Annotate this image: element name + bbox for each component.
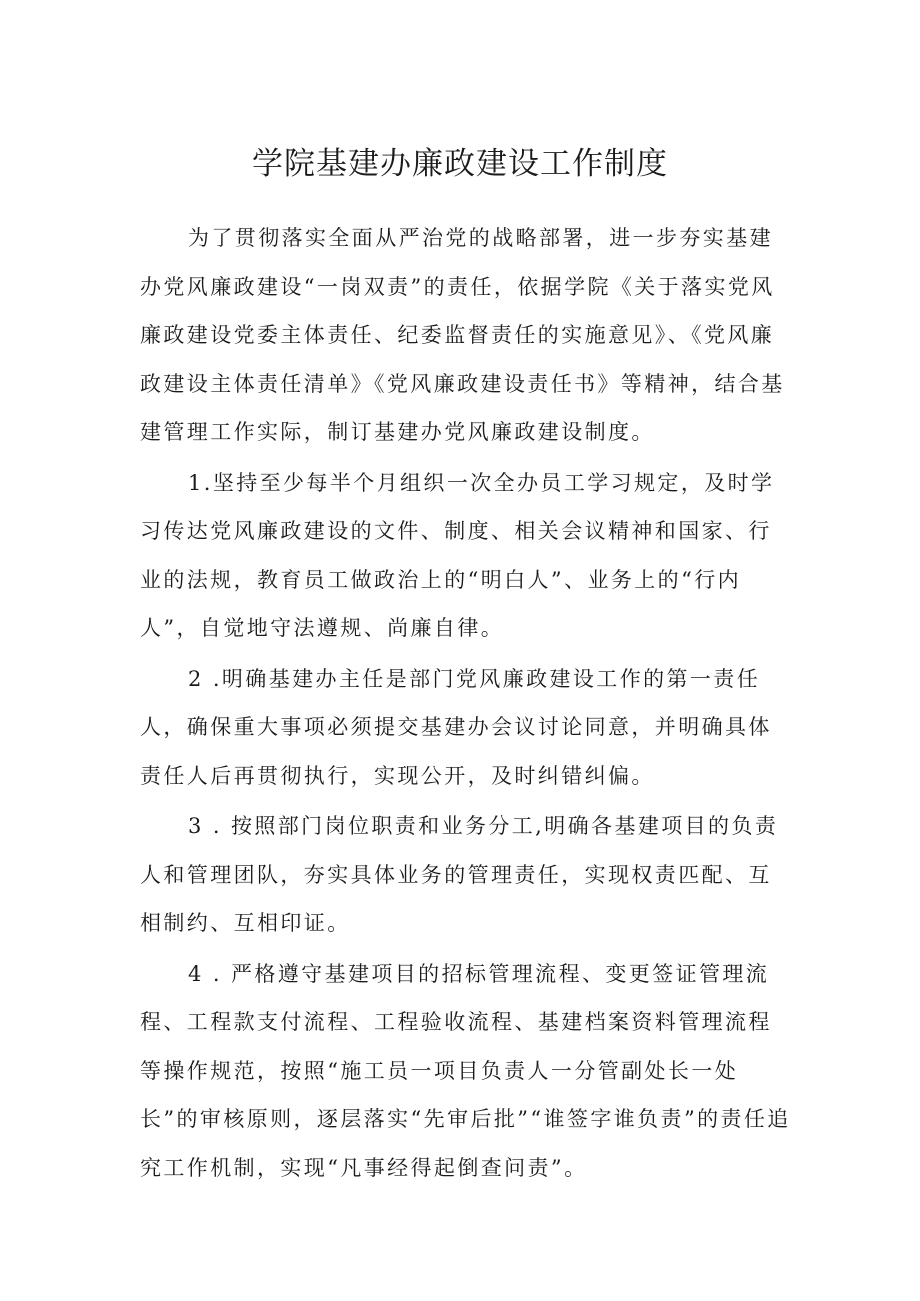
clause-2-paragraph: 2 .明确基建办主任是部门党风廉政建设工作的第一责任人，确保重大事项必须提交基建办会议讨论同意，并明确具体责任人后再贯彻执行，实现公开，及时纠错纠偏。 — [140, 666, 772, 788]
clause-4-paragraph: 4 . 严格遵守基建项目的招标管理流程、变更签证管理流程、工程款支付流程、工程验收流程、基建档案资料管理流程等操作规范，按照“施工员一项目负责人一分管副处长一处长”的审核原则，逐层落实“先审后批”“谁签字谁负责”的责任追究工作机制，实现“凡事经得起倒查问责”。 — [140, 961, 791, 1180]
intro-paragraph: 为了贯彻落实全面从严治党的战略部署，进一步夯实基建办党风廉政建设“一岗双责”的责任，依据学院《关于落实党风廉政建设党委主体责任、纪委监督责任的实施意见》、《党风廉政建设主体责任清单》《党风廉政建设责任书》等精神，结合基建管理工作实际，制订基建办党风廉政建设制度。 — [140, 226, 785, 444]
clause-3-paragraph: 3 . 按照部门岗位职责和业务分工,明确各基建项目的负责人和管理团队，夯实具体业务的管理责任，实现权责匹配、互相制约、互相印证。 — [140, 814, 779, 935]
document-body — [140, 214, 795, 1194]
document-title: 学院基建办廉政建设工作制度 — [252, 146, 668, 182]
clause-1-paragraph: 1.坚持至少每半个月组织一次全办员工学习规定，及时学习传达党风廉政建设的文件、制度、相关会议精神和国家、行业的法规，教育员工做政治上的“明白人”、业务上的“行内人”，自觉地守法遵规、尚廉自律。 — [140, 470, 775, 640]
